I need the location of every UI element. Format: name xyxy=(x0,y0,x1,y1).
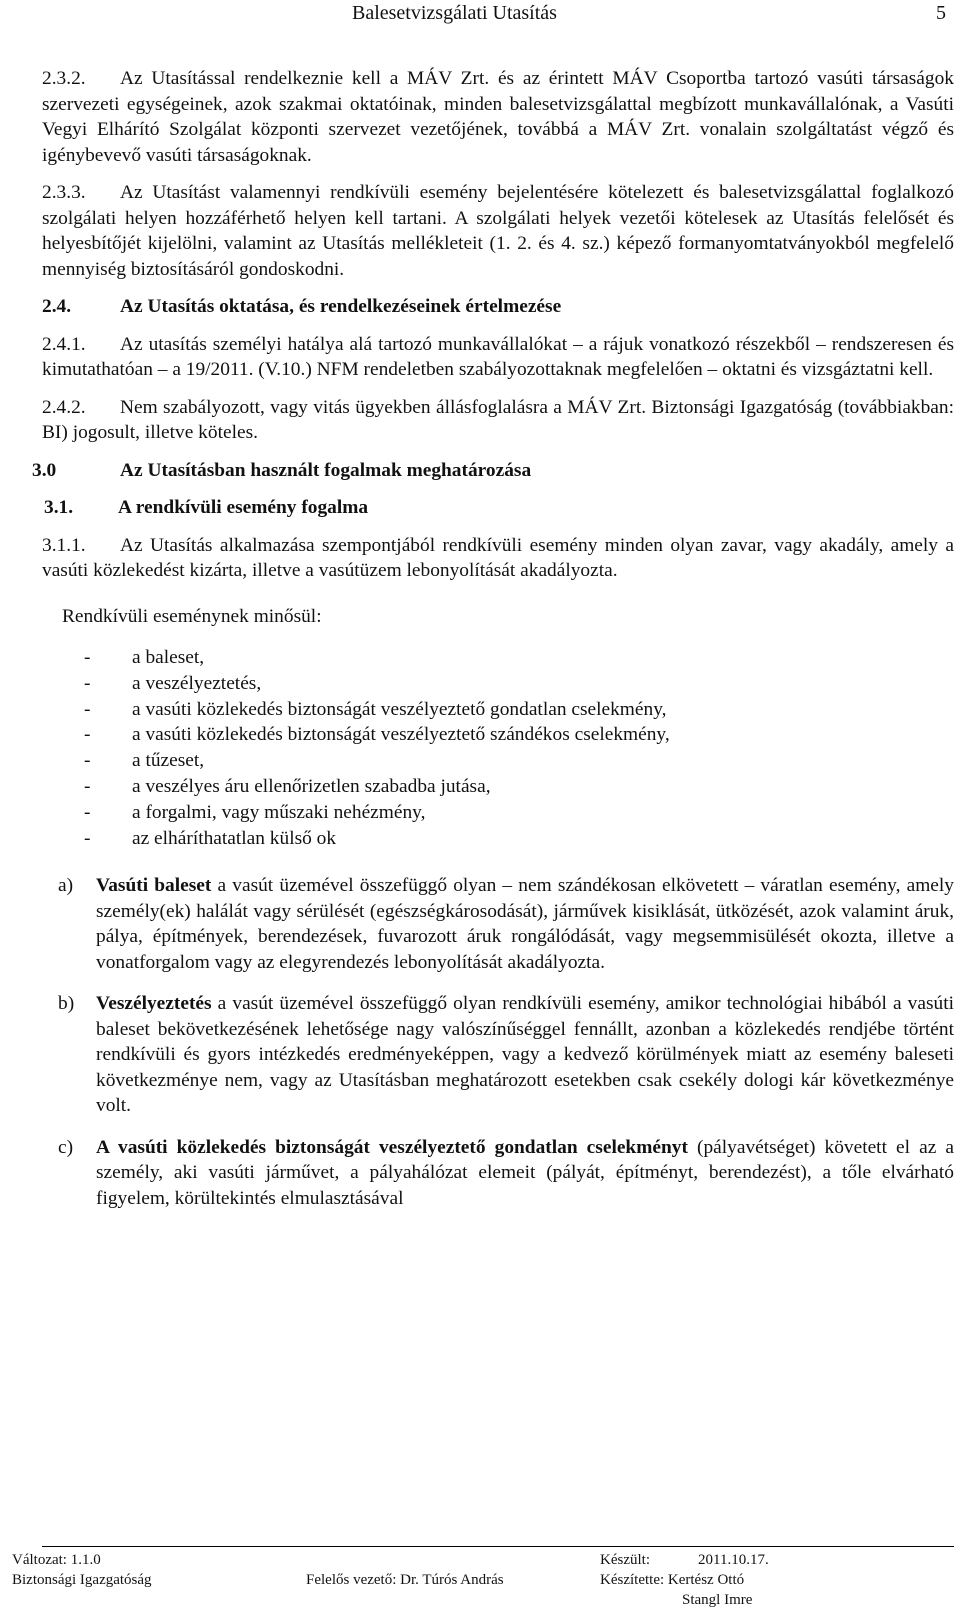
dash-marker: - xyxy=(84,724,91,746)
dash-marker: - xyxy=(84,750,91,772)
heading-title: A rendkívüli esemény fogalma xyxy=(118,497,369,518)
list-item: - a veszélyeztetés, xyxy=(84,671,954,697)
heading-3-1 xyxy=(42,495,954,521)
page-header xyxy=(352,2,960,26)
list-item: - a tűzeset, xyxy=(84,748,954,774)
footer-version: Változat: 1.1.0 xyxy=(12,1552,101,1568)
list-item: - a veszélyes áru ellenőrizetlen szabadba jutása, xyxy=(84,774,954,800)
definition-b xyxy=(42,991,954,1119)
page-content xyxy=(32,66,954,1211)
list-intro: Rendkívüli eseménynek minősül: xyxy=(62,605,322,627)
dash-marker: - xyxy=(84,775,91,797)
definition-term: Veszélyeztetés xyxy=(96,993,212,1015)
list-item: - az elháríthatatlan külső ok xyxy=(84,826,954,852)
dash-marker: - xyxy=(84,827,91,849)
heading-number: 2.4. xyxy=(42,296,72,317)
list-item: - a vasúti közlekedés biztonságát veszélyeztető gondatlan cselekmény, xyxy=(84,697,954,723)
heading-number: 3.0 xyxy=(32,459,57,481)
heading-2-4 xyxy=(42,294,954,320)
dash-marker: - xyxy=(84,801,91,823)
section-number: 2.4.1. xyxy=(42,333,86,355)
definition-label: a) xyxy=(58,875,74,897)
event-list xyxy=(84,645,954,851)
heading-title: Az Utasításban használt fogalmak meghatározása xyxy=(120,459,532,481)
dash-marker: - xyxy=(84,672,91,694)
list-item: - a vasúti közlekedés biztonságát veszélyeztető szándékos cselekmény, xyxy=(84,722,954,748)
heading-number: 3.1. xyxy=(44,497,74,518)
footer-author: Készítette: Kertész Ottó xyxy=(600,1572,745,1588)
definition-c xyxy=(42,1135,954,1212)
section-2-3-3 xyxy=(42,180,954,282)
list-item: - a forgalmi, vagy műszaki nehézmény, xyxy=(84,800,954,826)
dash-marker: - xyxy=(84,698,91,720)
list-item: - a baleset, xyxy=(84,645,954,671)
heading-title: Az Utasítás oktatása, és rendelkezéseinek értelmezése xyxy=(120,296,562,317)
section-number: 2.3.2. xyxy=(42,68,86,89)
definition-text: a vasút üzemével összefüggő olyan – nem szándékosan elkövetett – váratlan esemény, amely személy(ek) halálát vagy sérülését (egészségkárosodását), járművek kisiklását, ütközését, azok valamint áruk, pálya, építmények, berendezések, fuvarozott áruk rongálódását, vagy megsemmisülését okozta, illetve a vonatforgalom vagy az elegyrendezés lebonyolítását akadályozta. xyxy=(96,875,954,973)
section-text: Az Utasítással rendelkeznie kell a MÁV Zrt. és az érintett MÁV Csoportba tartozó vasúti társaságok szervezeti egységeinek, azok szakmai oktatóinak, minden balesetvizsgálattal megbízott munkavállalónak, a Vasúti Vegyi Elhárító Szolgálat központi szervezet vezetőjének, továbbá a MÁV Zrt. vonalain szolgáltatást végző és igénybevevő vasúti társaságoknak. xyxy=(42,68,954,166)
definition-term: A vasúti közlekedés biztonságát veszélyeztető gondatlan cselekményt xyxy=(96,1136,688,1158)
section-2-4-1 xyxy=(42,332,954,383)
definition-term: Vasúti baleset xyxy=(96,875,212,897)
section-text: Nem szabályozott, vagy vitás ügyekben állásfoglalásra a MÁV Zrt. Biztonsági Igazgatóság (továbbiakban: BI) jogosult, illetve köteles. xyxy=(42,396,954,443)
dash-marker: - xyxy=(84,647,91,668)
section-2-3-2 xyxy=(42,66,954,168)
section-number: 2.3.3. xyxy=(42,182,86,203)
definition-a xyxy=(42,873,954,975)
page-number: 5 xyxy=(936,2,946,24)
footer-responsible: Felelős vezető: Dr. Túrós András xyxy=(306,1572,504,1588)
section-text: Az utasítás személyi hatálya alá tartozó munkavállalókat – a rájuk vonatkozó részekből – rendszeresen és kimutathatóan – a 19/2011. (V.10.) NFM rendeletben szabályozottaknak megfelelően – oktatni és vizsgáztatni kell. xyxy=(42,333,954,380)
definition-text: (pályavétséget) követett el az a személy, aki vasúti járművet, a pályahálózat elemeit (pályát, építményt, berendezést), a tőle elvárható figyelem, körültekintés elmulasztásával xyxy=(96,1136,954,1209)
footer-org: Biztonsági Igazgatóság xyxy=(12,1572,152,1588)
section-3-1-1 xyxy=(42,533,954,584)
section-text: Az Utasítást valamennyi rendkívüli esemény bejelentésére kötelezett és balesetvizsgálattal foglalkozó szolgálati helyen hozzáférhető helyen kell tartani. A szolgálati helyek vezetői kötelesek az Utasítás felelősét és helyesbítőjét kijelölni, valamint az Utasítás mellékleteit (1. 2. és 4. sz.) képező formanyomtatványokból megfelelő mennyiség biztosításáról gondoskodni. xyxy=(42,182,954,280)
footer-made-date: 2011.10.17. xyxy=(698,1552,769,1568)
footer-author-2: Stangl Imre xyxy=(682,1592,753,1608)
definition-text: a vasút üzemével összefüggő olyan rendkívüli esemény, amikor technológiai hibából a vasúti baleset bekövetkezésének lehetősége nagy valószínűséggel fennállt, azonban a közlekedés rendjébe történt rendkívüli és gyors intézkedés eredményeképpen, vagy a kedvező körülmények miatt az esemény baleseti következménye nem, vagy az Utasításban meghatározott esetekben csak csekély dologi kár következménye volt. xyxy=(96,993,954,1117)
heading-3-0 xyxy=(32,458,954,484)
footer-made-label: Készült: xyxy=(600,1552,650,1568)
section-text: Az Utasítás alkalmazása szempontjából rendkívüli esemény minden olyan zavar, vagy akadály, amely a vasúti közlekedést kizárta, illetve a vasútüzem lebonyolítását akadályozta. xyxy=(42,534,954,581)
section-number: 2.4.2. xyxy=(42,396,86,418)
document-title: Balesetvizsgálati Utasítás xyxy=(352,2,557,24)
section-2-4-2 xyxy=(42,395,954,446)
section-number: 3.1.1. xyxy=(42,534,86,556)
definition-label: c) xyxy=(58,1136,74,1158)
definition-label: b) xyxy=(58,993,75,1015)
footer-divider xyxy=(42,1546,954,1547)
